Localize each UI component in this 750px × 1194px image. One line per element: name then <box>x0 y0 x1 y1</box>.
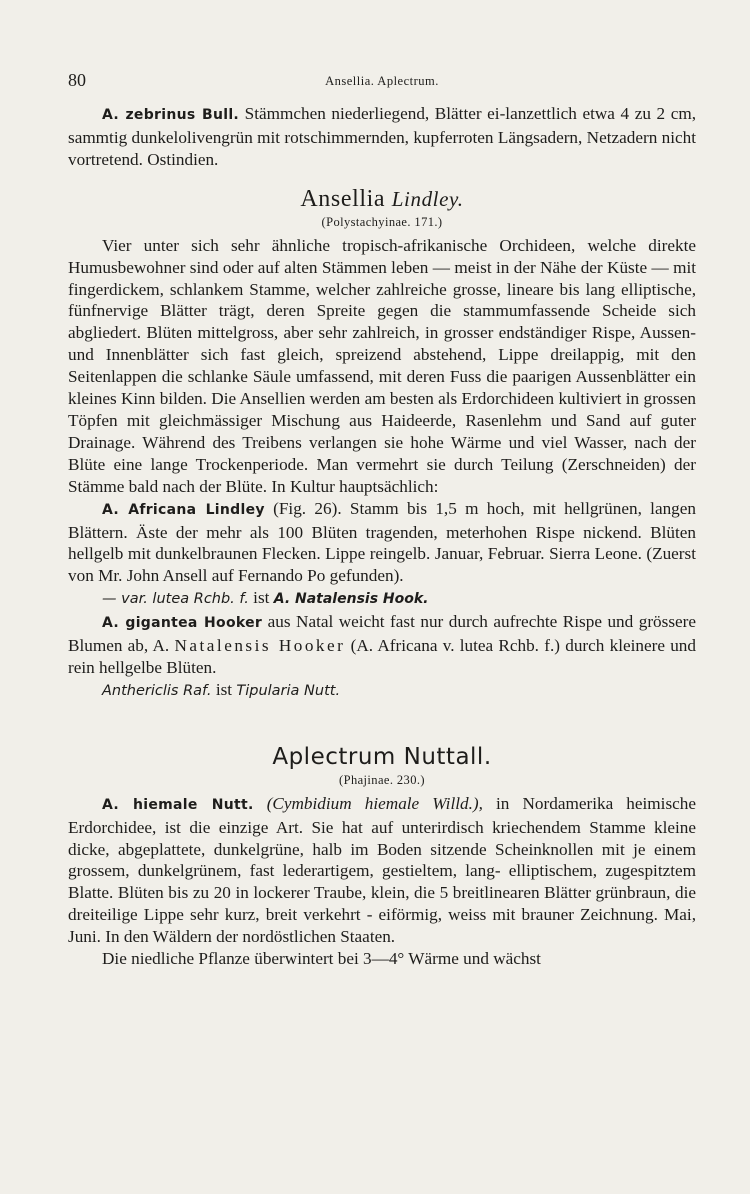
synonym-genus: Anthericlis Raf. <box>102 682 212 699</box>
entry-zebrinus <box>68 103 696 171</box>
entry-gigantea <box>68 611 696 679</box>
subfamily-aplectrum: (Phajinae. 230.) <box>339 772 425 787</box>
entry-hiemale <box>68 793 696 948</box>
species-synonym: (Cymbidium hiemale Willd.), <box>253 793 483 813</box>
genus-heading-ansellia <box>68 185 696 213</box>
variety-synonym: A. Natalensis Hook. <box>273 591 429 608</box>
species-name: A. Africana Lindley <box>102 501 265 518</box>
species-description: (Fig. 26). Stamm bis 1,5 m hoch, mit hellgrünen, langen Blättern. Äste der mehr als 100 Blüten tragenden, meterhohen Rispe nickend. Blüten hellgelb mit dunkelbraunen Flecken. Lippe reingelb. Januar, Februar. Sierra Leone. (Zuerst von Mr. John Ansell auf Fernando Po gefunden). <box>68 498 696 586</box>
page-content <box>68 103 696 970</box>
variety-connector: ist <box>248 588 274 608</box>
entry-africana <box>68 498 696 588</box>
variety-line <box>68 587 696 611</box>
running-title: Ansellia. Aplectrum. <box>325 74 439 88</box>
synonym-line <box>68 679 696 703</box>
species-name: A. zebrinus Bull. <box>102 107 240 123</box>
species-description: Stämmchen niederliegend, Blätter ei-lanzettlich etwa 4 zu 2 cm, sammtig dunkelolivengrün mit rotschimmernden, kupferroten Längsadern, Netzadern nicht vortretend. Ostindien. <box>68 104 696 169</box>
ansellia-intro: Vier unter sich sehr ähnliche tropisch-afrikanische Orchideen, welche direkte Humusbewohner sind oder auf alten Stämmen leben — meist in der Nähe der Küste — mit fingerdickem, schlankem Stamme, welcher zahlreiche grosse, lineare bis lang elliptische, fünfnervige Blätter trägt, deren Spreite gegen die stammumfassende Scheide sich abgliedert. Blüten mittelgross, aber sehr zahlreich, in grosser endständiger Rispe, Aussen- und Innenblätter sich fast gleich, spreizend abstehend, Lippe dreilappig, mit den Seitenlappen die schlanke Säule umfassend, mit deren Fuss die paarigen Aussenblätter ein kleines Kinn bilden. Die Ansellien werden am besten als Erdorchideen kultiviert in grossen Töpfen mit gleichmässiger Mischung aus Haideerde, Rasenlehm und Sand auf guter Drainage. Während des Treibens verlangen sie hohe Wärme und viel Wasser, nach der Blüte eine lange Trockenperiode. Man vermehrt sie durch Teilung (Zerschneiden) der Stämme bald nach der Blüte. In Kultur hauptsächlich: <box>68 235 696 496</box>
genus-name: Ansellia <box>300 185 386 212</box>
running-head <box>68 70 696 92</box>
page-number: 80 <box>68 70 86 90</box>
genus-heading-aplectrum: Aplectrum Nuttall. <box>272 743 492 770</box>
genus-author: Lindley. <box>391 186 464 211</box>
species-description: in Nordamerika heimische Erdorchidee, ist die einzige Art. Sie hat auf unterirdisch kriechendem Stamme kleine dicke, abgeplattete, dunkelgrüne, halb im Boden sitzende Scheinknollen mit je einem grossem, dunkelgrünem, fast lederartigem, gestieltem, lang- elliptischem, zugespitztem Blatte. Blüten bis zu 20 in lockerer Traube, klein, die 5 breitlinearen Blätter grünbraun, die dreiteilige Lippe sehr kurz, breit verkehrt - eiförmig, weiss mit brauner Zeichnung. Mai, Juni. In den Wäldern der nordöstlichen Staaten. <box>68 793 696 947</box>
synonym-target: Tipularia Nutt. <box>236 682 341 699</box>
species-description-cont: (A. Africana v. lutea Rchb. f.) durch kleinere und rein hellgelbe Blüten. <box>68 636 696 677</box>
species-name: A. gigantea Hooker <box>102 615 263 632</box>
synonym-connector: ist <box>211 679 237 699</box>
subfamily-ansellia: (Polystachyinae. 171.) <box>321 214 443 229</box>
final-line: Die niedliche Pflanze überwintert bei 3—4° Wärme und wächst <box>102 949 541 969</box>
species-name: A. hiemale Nutt. <box>102 796 254 813</box>
variety-name: — var. lutea Rchb. f. <box>102 591 249 608</box>
species-description: aus Natal weicht fast nur durch aufrechte Rispe und grössere Blumen ab, A. <box>68 612 696 656</box>
spaced-name: Natalensis Hooker <box>174 636 346 656</box>
